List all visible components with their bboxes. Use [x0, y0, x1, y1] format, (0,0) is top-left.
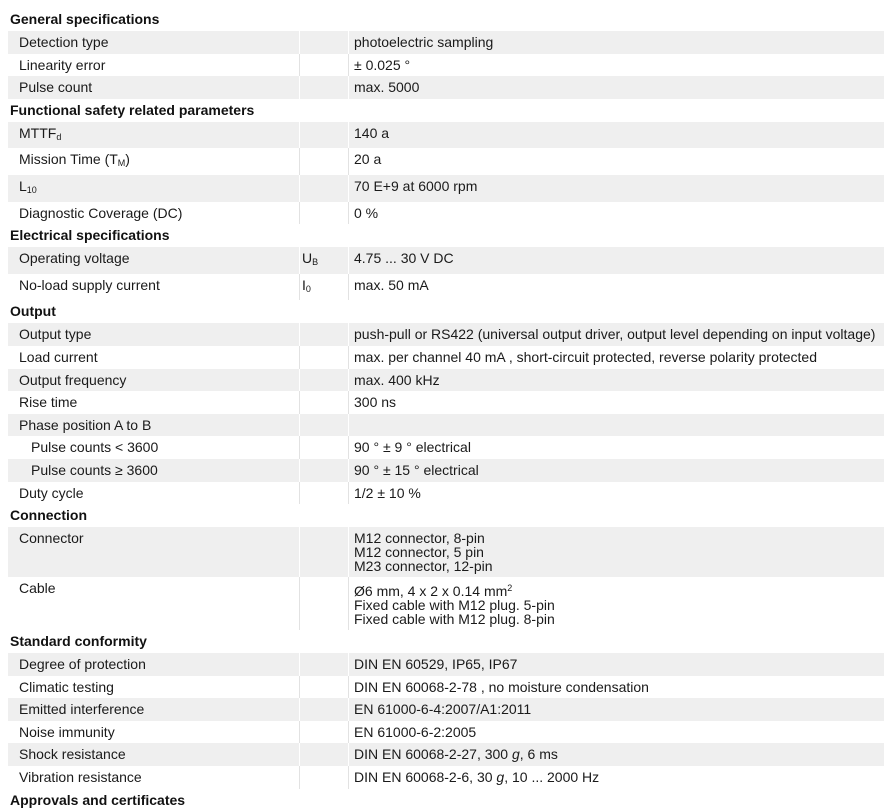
spec-label: [8, 653, 300, 676]
section-heading: Standard conformity: [8, 630, 884, 653]
spec-symbol: [300, 482, 349, 505]
spec-row: [8, 202, 884, 225]
spec-symbol: [300, 54, 349, 77]
spec-value: [349, 247, 884, 274]
value-text: photoelectric sampling: [354, 34, 494, 50]
section-heading: Approvals and certificates: [8, 789, 884, 812]
spec-row: [8, 459, 884, 482]
symbol-subscript: B: [312, 257, 319, 268]
label-text: Degree of protection: [19, 656, 146, 673]
spec-label: [8, 766, 300, 789]
value-text: push-pull or RS422 (universal output driver, output level depending on input voltage): [354, 326, 876, 343]
specification-table: [8, 8, 884, 812]
value-text: 0 %: [354, 204, 379, 221]
value-tail: , 10 ... 2000 Hz: [504, 769, 600, 786]
spec-row: [8, 122, 884, 149]
spec-symbol: [300, 698, 349, 721]
label-text: No-load supply current: [19, 276, 160, 293]
spec-symbol: [300, 122, 349, 149]
label-subscript: d: [56, 131, 62, 142]
spec-value: [349, 527, 884, 577]
spec-row: [8, 698, 884, 721]
label-text: Operating voltage: [19, 250, 130, 267]
label-text: Output frequency: [19, 371, 127, 388]
spec-value: [349, 653, 884, 676]
spec-label: [8, 202, 300, 225]
spec-symbol: [300, 148, 349, 175]
spec-symbol: [300, 653, 349, 676]
spec-symbol: [300, 346, 349, 369]
label-text: Shock resistance: [19, 746, 126, 763]
spec-value: [349, 54, 884, 77]
spec-symbol: [300, 175, 349, 202]
value-text: max. 5000: [354, 79, 420, 96]
label-text: Pulse counts < 3600: [31, 439, 159, 456]
label-text: Connector: [19, 530, 84, 547]
value-text: ± 0.025 °: [354, 56, 411, 73]
spec-symbol: [300, 369, 349, 392]
spec-value: [349, 122, 884, 149]
spec-row: [8, 148, 884, 175]
spec-label: [8, 31, 300, 54]
value-text: DIN EN 60529, IP65, IP67: [354, 656, 518, 673]
spec-value: [349, 31, 884, 54]
label-text: Linearity error: [19, 56, 106, 73]
spec-symbol: [300, 414, 349, 437]
spec-symbol: [300, 676, 349, 699]
value-line: M12 connector, 8-pin: [354, 530, 485, 547]
spec-value: [349, 202, 884, 225]
section-heading: Connection: [8, 504, 884, 527]
spec-row: [8, 76, 884, 99]
spec-row: [8, 653, 884, 676]
value-text: 20 a: [354, 151, 382, 168]
spec-row: [8, 323, 884, 346]
spec-symbol: [300, 323, 349, 346]
spec-row: [8, 414, 884, 437]
section-heading: Functional safety related parameters: [8, 99, 884, 122]
spec-symbol: [300, 31, 349, 54]
label-text: Detection type: [19, 34, 109, 50]
spec-label: [8, 743, 300, 766]
value-line: Fixed cable with M12 plug. 5-pin: [354, 597, 555, 614]
spec-label: [8, 527, 300, 577]
spec-label: [8, 175, 300, 202]
spec-row: [8, 274, 884, 301]
symbol-text: I: [302, 276, 306, 293]
label-text: MTTF: [19, 124, 57, 141]
spec-row: [8, 721, 884, 744]
spec-row: [8, 743, 884, 766]
label-text: Vibration resistance: [19, 769, 142, 786]
value-text: max. 400 kHz: [354, 371, 440, 388]
spec-symbol: [300, 459, 349, 482]
value-tail: , 6 ms: [519, 746, 558, 763]
value-text: EN 61000-6-4:2007/A1:2011: [354, 701, 532, 718]
spec-value: [349, 743, 884, 766]
value-text: 1/2 ± 10 %: [354, 484, 421, 501]
spec-row: [8, 247, 884, 274]
value-text: DIN EN 60068-2-78 , no moisture condensation: [354, 678, 649, 695]
label-text: Phase position A to B: [19, 416, 152, 433]
spec-value: [349, 482, 884, 505]
label-text: Diagnostic Coverage (DC): [19, 204, 183, 221]
spec-row: [8, 766, 884, 789]
label-text: Cable: [19, 580, 56, 597]
value-line: M12 connector, 5 pin: [354, 544, 484, 561]
spec-label: [8, 369, 300, 392]
spec-row: [8, 54, 884, 77]
spec-symbol: [300, 743, 349, 766]
spec-row: [8, 577, 884, 630]
label-text: Noise immunity: [19, 723, 115, 740]
label-subscript: M: [117, 158, 126, 169]
label-text: Emitted interference: [19, 701, 145, 718]
spec-value: [349, 323, 884, 346]
symbol-text: U: [302, 250, 313, 267]
spec-label: [8, 247, 300, 274]
label-subscript: 10: [26, 184, 37, 195]
label-text: Load current: [19, 348, 98, 365]
spec-value: [349, 369, 884, 392]
value-italic: g: [496, 769, 505, 786]
spec-value: [349, 274, 884, 301]
value-text: 4.75 ... 30 V DC: [354, 250, 454, 267]
label-text: Duty cycle: [19, 484, 84, 501]
label-text: L: [19, 177, 27, 194]
spec-label: [8, 721, 300, 744]
spec-label: [8, 414, 300, 437]
value-superscript: 2: [507, 583, 513, 594]
label-tail: ): [125, 151, 130, 168]
value-italic: g: [511, 746, 520, 763]
spec-label: [8, 459, 300, 482]
value-text: DIN EN 60068-2-6, 30: [354, 769, 497, 786]
label-text: Output type: [19, 326, 92, 343]
label-text: Climatic testing: [19, 678, 114, 695]
spec-value: [349, 391, 884, 414]
spec-label: [8, 436, 300, 459]
value-text: 140 a: [354, 124, 390, 141]
spec-label: [8, 148, 300, 175]
value-text: max. per channel 40 mA , short-circuit protected, reverse polarity protected: [354, 348, 817, 365]
spec-value: [349, 414, 884, 437]
spec-value: [349, 577, 884, 630]
spec-label: [8, 122, 300, 149]
value-line: Fixed cable with M12 plug. 8-pin: [354, 611, 555, 628]
value-text: 300 ns: [354, 394, 397, 411]
spec-row: [8, 369, 884, 392]
spec-symbol: [300, 766, 349, 789]
spec-row: [8, 676, 884, 699]
spec-symbol: [300, 577, 349, 630]
spec-value: [349, 766, 884, 789]
spec-label: [8, 346, 300, 369]
section-heading: Electrical specifications: [8, 224, 884, 247]
spec-symbol: [300, 274, 349, 301]
spec-symbol: [300, 247, 349, 274]
value-text: 70 E+9 at 6000 rpm: [354, 177, 478, 194]
spec-label: [8, 323, 300, 346]
spec-label: [8, 391, 300, 414]
spec-value: [349, 459, 884, 482]
spec-label: [8, 274, 300, 301]
spec-label: [8, 54, 300, 77]
spec-value: [349, 721, 884, 744]
value-line: Ø6 mm, 4 x 2 x 0.14 $mm^2$: [354, 583, 513, 600]
value-line: M23 connector, 12-pin: [354, 558, 493, 575]
spec-symbol: [300, 721, 349, 744]
spec-symbol: [300, 527, 349, 577]
value-text: 90 ° ± 15 ° electrical: [354, 461, 479, 478]
spec-row: [8, 31, 884, 54]
label-text: Pulse counts ≥ 3600: [31, 461, 158, 478]
section-heading: Output: [8, 300, 884, 323]
spec-label: [8, 482, 300, 505]
spec-row: [8, 436, 884, 459]
value-text: DIN EN 60068-2-27, 300: [354, 746, 512, 763]
spec-symbol: [300, 76, 349, 99]
section-heading: General specifications: [8, 8, 884, 31]
spec-symbol: [300, 202, 349, 225]
label-text: Mission Time (T: [19, 151, 118, 168]
spec-symbol: [300, 391, 349, 414]
spec-row: [8, 527, 884, 577]
spec-row: [8, 391, 884, 414]
spec-label: [8, 676, 300, 699]
spec-row: [8, 482, 884, 505]
value-text: max. 50 mA: [354, 276, 429, 293]
spec-row: [8, 346, 884, 369]
spec-value: [349, 676, 884, 699]
spec-value: [349, 175, 884, 202]
spec-label: [8, 698, 300, 721]
spec-value: [349, 436, 884, 459]
spec-symbol: [300, 436, 349, 459]
value-text: EN 61000-6-2:2005: [354, 723, 477, 740]
spec-value: [349, 148, 884, 175]
symbol-subscript: 0: [305, 283, 311, 294]
spec-value: [349, 346, 884, 369]
value-text: 90 ° ± 9 ° electrical: [354, 439, 471, 456]
spec-value: [349, 76, 884, 99]
spec-value: [349, 698, 884, 721]
label-text: Pulse count: [19, 79, 93, 96]
label-text: Rise time: [19, 394, 78, 411]
spec-row: [8, 175, 884, 202]
spec-label: [8, 76, 300, 99]
spec-label: [8, 577, 300, 630]
